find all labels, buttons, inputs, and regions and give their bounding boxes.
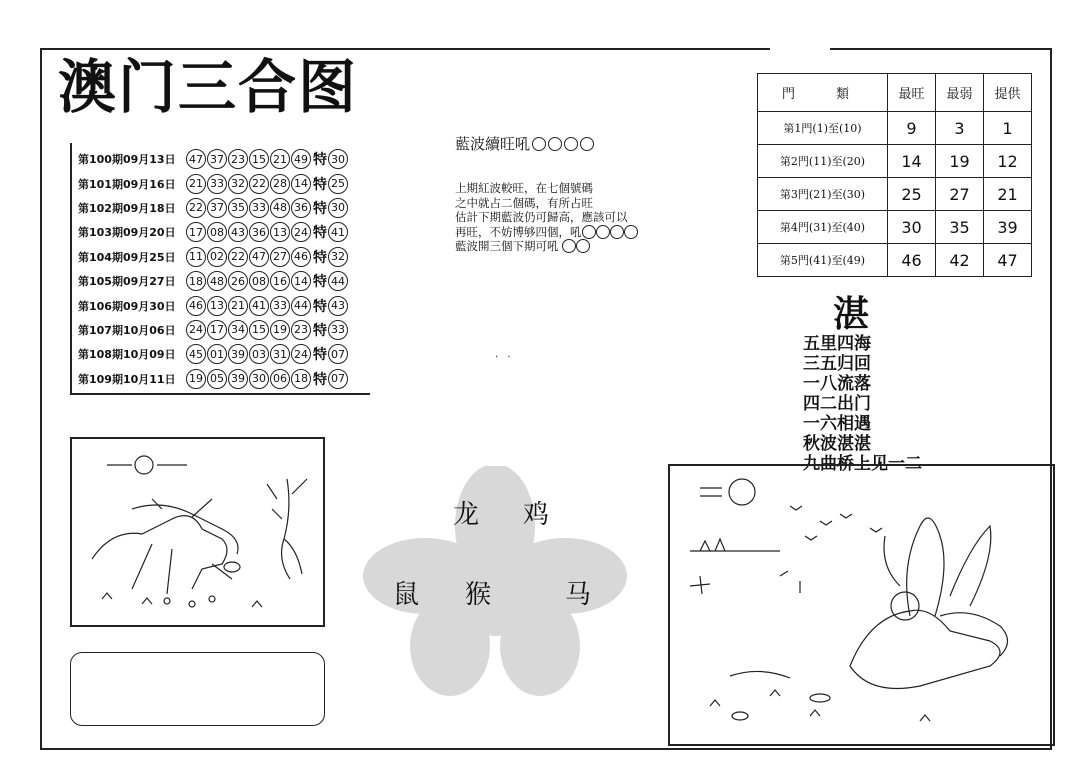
special-ball: 44 xyxy=(328,271,348,291)
door-range: 第2門(11)至(20) xyxy=(758,145,888,178)
poem-line: 秋波湛湛 xyxy=(803,434,871,454)
special-label: 特 xyxy=(313,176,327,193)
number-ball: 18 xyxy=(291,369,311,389)
special-label: 特 xyxy=(313,322,327,339)
number-ball: 39 xyxy=(228,369,248,389)
number-ball: 15 xyxy=(249,149,269,169)
special-label: 特 xyxy=(313,347,327,364)
draw-label: 第103期09月20日 xyxy=(78,226,176,240)
special-ball: 43 xyxy=(328,296,348,316)
number-ball: 39 xyxy=(228,344,248,364)
mini-ball-icon xyxy=(624,225,638,239)
provide-value: 21 xyxy=(984,178,1032,211)
mini-ball-icon xyxy=(564,137,578,151)
number-ball: 22 xyxy=(228,247,248,267)
max-value: 46 xyxy=(888,244,936,277)
draw-row xyxy=(78,196,370,220)
draw-row xyxy=(78,318,370,342)
analysis-line: 上期紅波較旺，在七個號碼 xyxy=(455,181,593,195)
max-value: 14 xyxy=(888,145,936,178)
provide-value: 1 xyxy=(984,112,1032,145)
scholar-drawing-icon xyxy=(670,466,1053,744)
draw-label: 第108期10月09日 xyxy=(78,348,176,362)
mini-ball-icon xyxy=(580,137,594,151)
min-value: 19 xyxy=(936,145,984,178)
zodiac-horse: 马 xyxy=(565,580,592,610)
number-ball: 47 xyxy=(249,247,269,267)
blue-wave-analysis xyxy=(455,181,695,254)
mini-ball-icon xyxy=(596,225,610,239)
number-ball: 06 xyxy=(270,369,290,389)
number-ball: 28 xyxy=(270,174,290,194)
number-ball: 24 xyxy=(291,344,311,364)
stats-row xyxy=(758,211,1032,244)
draw-row xyxy=(78,171,370,195)
number-ball: 15 xyxy=(249,320,269,340)
analysis-line: 估計下期藍波仍可歸高，應該可以 xyxy=(455,210,628,224)
number-ball: 36 xyxy=(249,222,269,242)
special-label: 特 xyxy=(313,152,327,169)
number-ball: 26 xyxy=(228,271,248,291)
header-max: 最旺 xyxy=(888,74,936,112)
number-ball: 48 xyxy=(270,198,290,218)
zodiac-rooster: 鸡 xyxy=(523,500,550,530)
provide-value: 12 xyxy=(984,145,1032,178)
number-ball: 24 xyxy=(186,320,206,340)
scholar-illustration xyxy=(668,464,1055,746)
special-ball: 33 xyxy=(328,320,348,340)
special-label: 特 xyxy=(313,200,327,217)
number-ball: 30 xyxy=(249,369,269,389)
draw-label: 第107期10月06日 xyxy=(78,323,176,337)
analysis-line: 之中就占二個碼，有所占旺 xyxy=(455,195,593,210)
special-ball: 30 xyxy=(328,198,348,218)
door-range: 第3門(21)至(30) xyxy=(758,178,888,211)
number-ball: 08 xyxy=(207,222,227,242)
number-ball: 13 xyxy=(270,222,290,242)
number-ball: 41 xyxy=(249,296,269,316)
number-ball: 18 xyxy=(186,271,206,291)
number-ball: 49 xyxy=(291,149,311,169)
disclaimer-box xyxy=(70,652,325,726)
door-range: 第5門(41)至(49) xyxy=(758,244,888,277)
mini-ball-icon xyxy=(610,225,624,239)
header-door: 門 類 xyxy=(758,74,888,112)
mini-ball-icon xyxy=(532,137,546,151)
number-ball: 46 xyxy=(291,247,311,267)
draw-label: 第105期09月27日 xyxy=(78,275,176,289)
special-label: 特 xyxy=(313,371,327,388)
draw-row xyxy=(78,147,370,171)
poem-line: 一六相遇 xyxy=(803,414,871,434)
analysis-line: 再旺，不妨博够四個，吼 xyxy=(455,225,695,240)
min-value: 3 xyxy=(936,112,984,145)
special-label: 特 xyxy=(313,298,327,315)
draw-label: 第101期09月16日 xyxy=(78,177,176,191)
draw-row xyxy=(78,342,370,366)
poem-line: 三五归回 xyxy=(803,354,871,374)
min-value: 27 xyxy=(936,178,984,211)
special-ball: 25 xyxy=(328,174,348,194)
number-ball: 14 xyxy=(291,271,311,291)
number-ball: 23 xyxy=(228,149,248,169)
zodiac-rat: 鼠 xyxy=(393,580,420,610)
number-ball: 13 xyxy=(207,296,227,316)
number-ball: 44 xyxy=(291,296,311,316)
number-ball: 36 xyxy=(291,198,311,218)
draw-row xyxy=(78,220,370,244)
frame-gap xyxy=(770,44,830,52)
blue-wave-title xyxy=(455,133,594,154)
number-ball: 14 xyxy=(291,174,311,194)
special-ball: 07 xyxy=(328,369,348,389)
number-ball: 24 xyxy=(291,222,311,242)
special-label: 特 xyxy=(313,249,327,266)
door-range: 第4門(31)至(40) xyxy=(758,211,888,244)
min-value: 35 xyxy=(936,211,984,244)
riddle-poem xyxy=(803,334,922,474)
draw-label: 第109期10月11日 xyxy=(78,372,176,386)
riddle-title: 湛 xyxy=(833,293,870,335)
mini-ball-icon xyxy=(576,239,590,253)
number-ball: 19 xyxy=(270,320,290,340)
number-ball: 32 xyxy=(228,174,248,194)
stats-row xyxy=(758,178,1032,211)
mini-ball-icon xyxy=(562,239,576,253)
max-value: 25 xyxy=(888,178,936,211)
mini-ball-icon xyxy=(548,137,562,151)
number-ball: 33 xyxy=(270,296,290,316)
number-ball: 05 xyxy=(207,369,227,389)
number-ball: 11 xyxy=(186,247,206,267)
poem-line: 九曲桥上见一二 xyxy=(803,454,922,474)
number-ball: 22 xyxy=(186,198,206,218)
draw-row xyxy=(78,293,370,317)
provide-value: 47 xyxy=(984,244,1032,277)
poem-line: 五里四海 xyxy=(803,334,871,354)
number-ball: 17 xyxy=(207,320,227,340)
special-label: 特 xyxy=(313,274,327,291)
number-ball: 37 xyxy=(207,198,227,218)
stats-row xyxy=(758,112,1032,145)
number-ball: 03 xyxy=(249,344,269,364)
door-range: 第1門(1)至(10) xyxy=(758,112,888,145)
page-title: 澳门三合图 xyxy=(58,53,359,121)
header-min: 最弱 xyxy=(936,74,984,112)
number-ball: 21 xyxy=(228,296,248,316)
number-ball: 23 xyxy=(291,320,311,340)
number-ball: 27 xyxy=(270,247,290,267)
number-ball: 48 xyxy=(207,271,227,291)
door-stats-table xyxy=(757,73,1032,277)
dots: · · xyxy=(495,352,514,363)
number-ball: 45 xyxy=(186,344,206,364)
number-ball: 33 xyxy=(249,198,269,218)
max-value: 9 xyxy=(888,112,936,145)
number-ball: 37 xyxy=(207,149,227,169)
number-ball: 46 xyxy=(186,296,206,316)
draw-row xyxy=(78,269,370,293)
number-ball: 31 xyxy=(270,344,290,364)
number-ball: 33 xyxy=(207,174,227,194)
zodiac-dragon: 龙 xyxy=(453,500,480,530)
min-value: 42 xyxy=(936,244,984,277)
zodiac-flower xyxy=(355,466,635,696)
provide-value: 39 xyxy=(984,211,1032,244)
analysis-line: 藍波開三個下期可吼 xyxy=(455,239,695,254)
special-ball: 32 xyxy=(328,247,348,267)
special-ball: 41 xyxy=(328,222,348,242)
number-ball: 17 xyxy=(186,222,206,242)
header-provide: 提供 xyxy=(984,74,1032,112)
max-value: 30 xyxy=(888,211,936,244)
draw-label: 第104期09月25日 xyxy=(78,250,176,264)
poem-line: 四二出门 xyxy=(803,394,871,414)
special-ball: 30 xyxy=(328,149,348,169)
blue-wave-title-text: 藍波續旺吼 xyxy=(455,135,531,153)
poem-line: 一八流落 xyxy=(803,374,871,394)
draw-row xyxy=(78,245,370,269)
special-ball: 07 xyxy=(328,344,348,364)
mini-ball-icon xyxy=(582,225,596,239)
draw-label: 第102期09月18日 xyxy=(78,201,176,215)
special-label: 特 xyxy=(313,225,327,242)
draw-label: 第106期09月30日 xyxy=(78,299,176,313)
stats-row xyxy=(758,145,1032,178)
number-ball: 19 xyxy=(186,369,206,389)
horse-illustration xyxy=(70,437,325,627)
draw-results-table xyxy=(70,143,370,395)
number-ball: 08 xyxy=(249,271,269,291)
number-ball: 47 xyxy=(186,149,206,169)
horse-drawing-icon xyxy=(72,439,323,625)
number-ball: 21 xyxy=(186,174,206,194)
number-ball: 34 xyxy=(228,320,248,340)
number-ball: 02 xyxy=(207,247,227,267)
number-ball: 01 xyxy=(207,344,227,364)
draw-label: 第100期09月13日 xyxy=(78,153,176,167)
stats-row xyxy=(758,244,1032,277)
number-ball: 21 xyxy=(270,149,290,169)
number-ball: 22 xyxy=(249,174,269,194)
draw-row xyxy=(78,367,370,391)
number-ball: 43 xyxy=(228,222,248,242)
number-ball: 16 xyxy=(270,271,290,291)
number-ball: 35 xyxy=(228,198,248,218)
zodiac-monkey: 猴 xyxy=(465,580,492,610)
